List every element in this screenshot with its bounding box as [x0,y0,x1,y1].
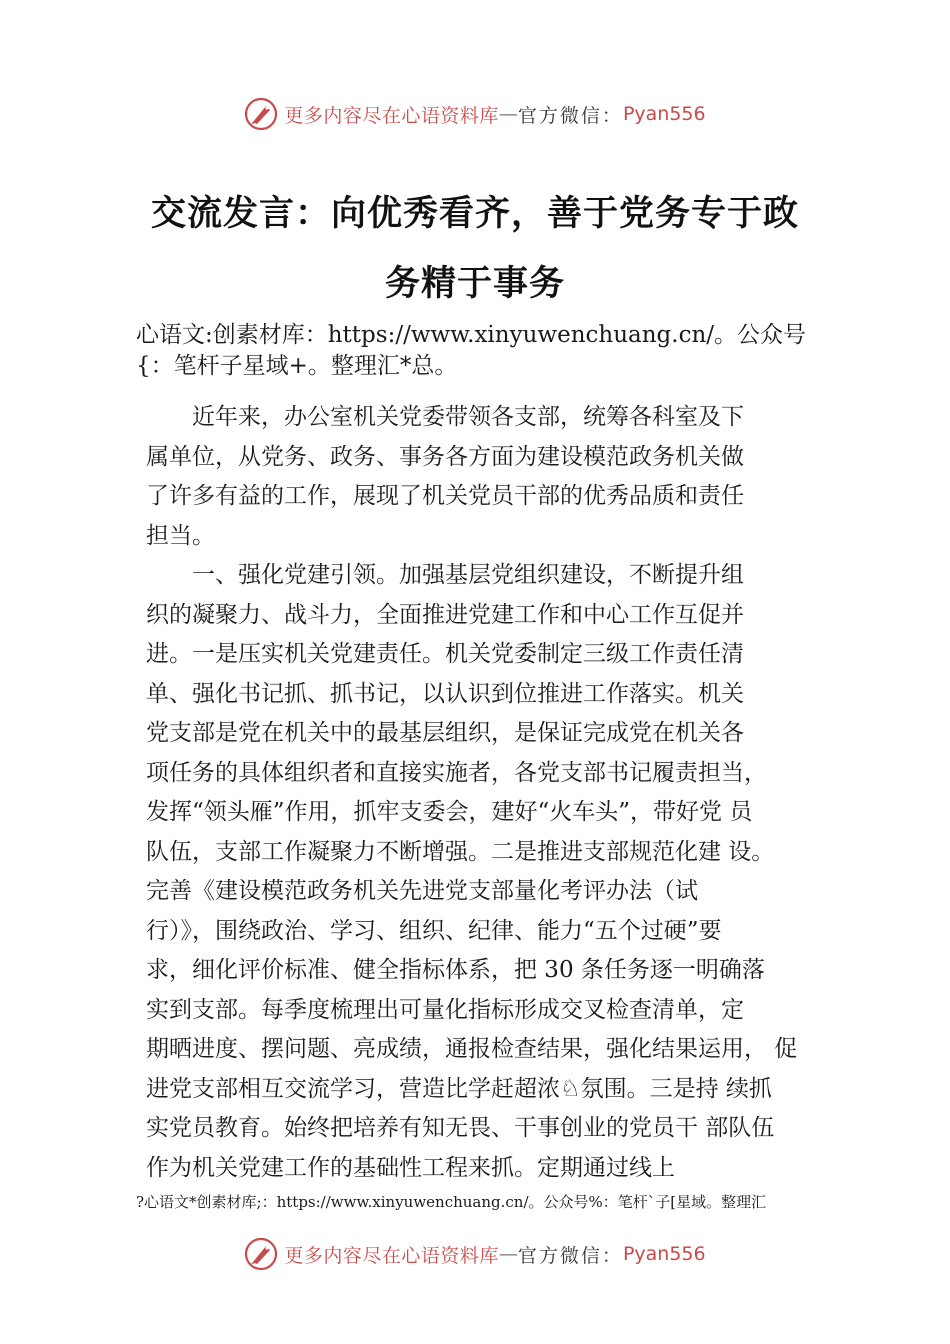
footer-banner [0,1234,950,1274]
body-line: 期晒进度、摆问题、亮成绩，通报检查结果，强化结果运用， 促 [146,1036,798,1062]
banner-separator: — [498,103,518,125]
body-line: 了许多有益的工作，展现了机关党员干部的优秀品质和责任 [146,483,744,509]
body-line: 作为机关党建工作的基础性工程来抓。定期通过线上 [146,1154,675,1181]
banner-separator: — [498,1243,518,1265]
pen-nib-logo-icon [244,1237,278,1271]
banner-wechat-label: 官方微信： [517,1244,623,1267]
page-title-line-2: 务精于事务 [384,264,565,304]
header-banner [0,94,950,134]
body-line: 求，细化评价标准、健全指标体系，把 30 条任务逐一明确落 [146,957,765,983]
banner-wechat-label: 官方微信： [517,104,623,127]
pen-nib-logo-icon [244,97,278,131]
body-line: 担当。 [146,522,215,549]
banner-main-text: 更多内容尽在心语资料库 [284,1244,499,1267]
body-line: 行）》，围绕政治、学习、组织、纪律、能力“五个过硬”要 [146,917,722,944]
source-note [136,320,846,382]
source-note-line-2: {：笔杆子星域+。整理汇*总。 [136,353,458,379]
banner-wechat-id: Pyan556 [622,103,706,125]
body-line: 完善《建设模范政务机关先进党支部量化考评办法（试 [146,878,698,904]
body-line: 实党员教育。始终把培养有知无畏、干事创业的党员干 部队伍 [146,1115,775,1141]
body-line: 织的凝聚力、战斗力，全面推进党建工作和中心工作互促并 [146,601,744,628]
body-line: 进党支部相互交流学习，营造比学赶超浓♘氛围。三是持 续抓 [146,1075,772,1102]
body-line: 党支部是党在机关中的最基层组织，是保证完成党在机关各 [146,720,744,746]
body-line: 发挥“领头雁”作用，抓牢支委会，建好“火车头”，带好党 员 [146,799,753,825]
body-line: 队伍，支部工作凝聚力不断增强。二是推进支部规范化建 设。 [146,838,775,865]
body-line: 实到支部。每季度梳理出可量化指标形成交叉检查清单，定 [146,996,744,1023]
body-line: 近年来，办公室机关党委带领各支部，统筹各科室及下 [146,404,744,430]
body-line: 单、强化书记抓、抓书记，以认识到位推进工作落实。机关 [146,680,744,707]
document-body [146,398,826,1188]
body-line: 进。一是压实机关党建责任。机关党委制定三级工作责任清 [146,641,744,667]
banner-wechat-id: Pyan556 [622,1243,706,1265]
banner-main-text: 更多内容尽在心语资料库 [284,104,499,127]
body-line: 一、强化党建引领。加强基层党组织建设，不断提升组 [146,562,744,588]
body-line: 项任务的具体组织者和直接实施者，各党支部书记履责担当， [146,759,767,786]
footer-source-note: ?心语文*创素材库;：https://www.xinyuwenchuang.cn/。公众号%：笔杆`子[星域。整理汇 [136,1193,767,1211]
page-title-line-1: 交流发言：向优秀看齐，善于党务专于政 [150,194,799,234]
body-line: 属单位，从党务、政务、事务各方面为建设模范政务机关做 [146,443,744,470]
source-note-line-1: 心语文:创素材库：https://www.xinyuwenchuang.cn/。公众号 [136,322,807,348]
